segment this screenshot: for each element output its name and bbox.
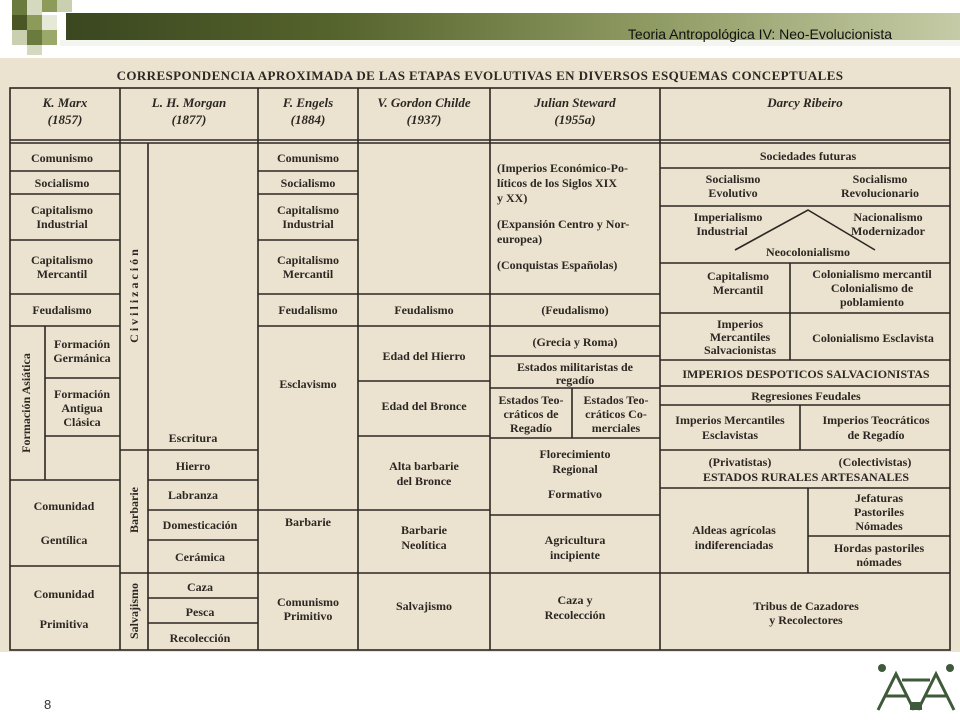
decor-square — [42, 15, 57, 30]
marx-cap-ind-1: Capitalismo — [30, 203, 94, 217]
marx-feudalismo: Feudalismo — [32, 303, 92, 317]
engels-cap-merc-2: Mercantil — [282, 267, 334, 281]
steward-teo-regadio-1: Estados Teo- — [498, 393, 564, 407]
marx-antigua-1: Formación — [54, 387, 110, 401]
engels-comunismo: Comunismo — [276, 151, 340, 165]
ribeiro-imp-merc-escl-2: Esclavistas — [701, 428, 759, 442]
ribeiro-soc-revol-2: Revolucionario — [841, 186, 919, 200]
steward-militaristas-2: regadío — [555, 373, 595, 387]
ribeiro-nacionalismo-1: Nacionalismo — [853, 210, 923, 224]
steward-teo-comerciales-3: merciales — [591, 421, 641, 435]
steward-florecimiento-2: Regional — [552, 462, 598, 476]
marx-primitiva-2: Primitiva — [39, 617, 89, 631]
ribeiro-col-merc-2: Colonialismo de — [830, 281, 914, 295]
engels-comunismo-primitivo-1: Comunismo — [276, 595, 340, 609]
steward-caza-1: Caza y — [557, 593, 593, 607]
header-childe-year: (1937) — [406, 112, 442, 127]
engels-comunismo-primitivo-2: Primitivo — [283, 609, 333, 623]
steward-imperios-1: (Imperios Económico-Po- — [497, 161, 628, 175]
childe-alta-2: del Bronce — [396, 474, 452, 488]
header-steward-year: (1955a) — [554, 112, 596, 127]
ribeiro-privatistas: (Privatistas) — [708, 455, 772, 469]
decor-square — [27, 15, 42, 30]
scanned-table-image — [0, 58, 960, 652]
ribeiro-hordas-2: nómades — [856, 555, 902, 569]
ribeiro-jefaturas-1: Jefaturas — [855, 491, 903, 505]
header-marx-year: (1857) — [47, 112, 83, 127]
ribeiro-col-merc-3: poblamiento — [839, 295, 905, 309]
engels-socialismo: Socialismo — [280, 176, 336, 190]
ribeiro-imp-teo-2: de Regadío — [847, 428, 905, 442]
morgan-recoleccion: Recolección — [169, 631, 231, 645]
header-morgan-year: (1877) — [171, 112, 207, 127]
ribeiro-imperialismo-2: Industrial — [696, 224, 748, 238]
marx-antigua-3: Clásica — [63, 415, 101, 429]
ribeiro-aldeas-2: indiferenciadas — [694, 538, 774, 552]
steward-imperios-3: y XX) — [497, 191, 528, 205]
ribeiro-neocolonialismo: Neocolonialismo — [766, 245, 850, 259]
ribeiro-imp-salv-1: Imperios — [717, 317, 763, 331]
engels-cap-ind-2: Industrial — [282, 217, 334, 231]
engels-esclavismo: Esclavismo — [279, 377, 337, 391]
decor-square — [12, 30, 27, 45]
decor-square — [57, 0, 72, 12]
childe-hierro: Edad del Hierro — [382, 349, 466, 363]
marx-asiatica: Formación Asiática — [19, 353, 33, 453]
steward-teo-comerciales-2: cráticos Co- — [585, 407, 647, 421]
morgan-escritura: Escritura — [168, 431, 218, 445]
ribeiro-soc-evol-1: Socialismo — [705, 172, 761, 186]
slide-title: Teoria Antropológica IV: Neo-Evolucionista — [627, 26, 892, 42]
decor-square — [27, 30, 42, 45]
steward-grecia: (Grecia y Roma) — [532, 335, 618, 349]
ribeiro-tribus-2: y Recolectores — [769, 613, 843, 627]
engels-cap-merc-1: Capitalismo — [276, 253, 340, 267]
header-childe-name: V. Gordon Childe — [377, 95, 471, 110]
ribeiro-nacionalismo-2: Modernizador — [851, 224, 925, 238]
header-engels-year: (1884) — [290, 112, 326, 127]
childe-alta-1: Alta barbarie — [389, 459, 459, 473]
childe-neolitica-1: Barbarie — [401, 523, 447, 537]
steward-expansion-2: europea) — [497, 232, 543, 246]
ribeiro-imp-merc-escl-1: Imperios Mercantiles — [675, 413, 785, 427]
comparison-table — [0, 58, 960, 652]
ribeiro-imp-salv-3: Salvacionistas — [703, 343, 777, 357]
ribeiro-jefaturas-2: Pastoriles — [854, 505, 904, 519]
ribeiro-col-escl: Colonialismo Esclavista — [812, 331, 934, 345]
ribeiro-imp-teo-1: Imperios Teocráticos — [822, 413, 930, 427]
marx-cap-merc-1: Capitalismo — [30, 253, 94, 267]
ribeiro-imp-salv-2: Mercantiles — [709, 330, 771, 344]
ribeiro-futuras: Sociedades futuras — [759, 149, 857, 163]
ribeiro-col-merc-1: Colonialismo mercantil — [812, 267, 932, 281]
steward-florecimiento-1: Florecimiento — [539, 447, 611, 461]
decor-square — [12, 15, 27, 30]
morgan-pesca: Pesca — [185, 605, 215, 619]
steward-expansion-1: (Expansión Centro y Nor- — [497, 217, 630, 231]
page-number: 8 — [44, 697, 52, 712]
header-steward-name: Julian Steward — [534, 95, 616, 110]
steward-militaristas-1: Estados militaristas de — [516, 360, 634, 374]
childe-feudalismo: Feudalismo — [394, 303, 454, 317]
decor-square — [27, 0, 42, 15]
marx-germanica-2: Germánica — [53, 351, 111, 365]
steward-agricultura-2: incipiente — [550, 548, 600, 562]
marx-comunismo: Comunismo — [30, 151, 94, 165]
marx-gentilica-2: Gentílica — [40, 533, 88, 547]
steward-agricultura-1: Agricultura — [544, 533, 606, 547]
decor-square — [42, 30, 57, 45]
steward-conquistas: (Conquistas Españolas) — [497, 258, 618, 272]
marx-primitiva-1: Comunidad — [33, 587, 95, 601]
steward-caza-2: Recolección — [544, 608, 606, 622]
steward-formativo: Formativo — [548, 487, 602, 501]
ribeiro-colectivistas: (Colectivistas) — [838, 455, 912, 469]
ribeiro-aldeas-1: Aldeas agrícolas — [692, 523, 776, 537]
marx-antigua-2: Antigua — [61, 401, 103, 415]
steward-teo-comerciales-1: Estados Teo- — [583, 393, 649, 407]
morgan-domesticacion: Domesticación — [162, 518, 238, 532]
steward-imperios-2: líticos de los Siglos XIX — [497, 176, 618, 190]
ribeiro-soc-evol-2: Evolutivo — [708, 186, 758, 200]
header-morgan-name: L. H. Morgan — [151, 95, 227, 110]
marx-cap-merc-2: Mercantil — [36, 267, 88, 281]
ribeiro-rurales: ESTADOS RURALES ARTESANALES — [702, 470, 910, 484]
childe-bronce: Edad del Bronce — [381, 399, 467, 413]
engels-barbarie: Barbarie — [285, 515, 331, 529]
ribeiro-despoticos: IMPERIOS DESPOTICOS SALVACIONISTAS — [682, 367, 930, 381]
steward-teo-regadio-2: cráticos de — [503, 407, 559, 421]
ribeiro-tribus-1: Tribus de Cazadores — [753, 599, 859, 613]
ribeiro-imperialismo-1: Imperialismo — [693, 210, 763, 224]
ribeiro-hordas-1: Hordas pastoriles — [833, 541, 925, 555]
header-ribeiro-name: Darcy Ribeiro — [767, 95, 843, 110]
morgan-civilizacion: C i v i l i z a c i ó n — [127, 249, 141, 343]
childe-salvajismo: Salvajismo — [395, 599, 453, 613]
decor-square — [42, 0, 57, 12]
morgan-hierro: Hierro — [175, 459, 211, 473]
header-marx-name: K. Marx — [42, 95, 88, 110]
marx-germanica-1: Formación — [54, 337, 110, 351]
decor-square — [12, 0, 27, 15]
morgan-salvajismo: Salvajismo — [127, 582, 141, 640]
morgan-ceramica: Cerámica — [175, 550, 225, 564]
steward-feudalismo: (Feudalismo) — [541, 303, 609, 317]
morgan-barbarie: Barbarie — [127, 487, 141, 533]
ribeiro-jefaturas-3: Nómades — [855, 519, 903, 533]
marx-gentilica-1: Comunidad — [33, 499, 95, 513]
ribeiro-cap-merc-2: Mercantil — [712, 283, 764, 297]
steward-teo-regadio-3: Regadío — [510, 421, 552, 435]
header-engels-name: F. Engels — [282, 95, 334, 110]
engels-cap-ind-1: Capitalismo — [276, 203, 340, 217]
morgan-labranza: Labranza — [167, 488, 219, 502]
marx-cap-ind-2: Industrial — [36, 217, 88, 231]
morgan-caza: Caza — [187, 580, 213, 594]
ribeiro-regresiones: Regresiones Feudales — [751, 389, 861, 403]
ribeiro-cap-merc-1: Capitalismo — [706, 269, 770, 283]
marx-socialismo: Socialismo — [34, 176, 90, 190]
decor-square — [27, 45, 42, 55]
ribeiro-soc-revol-1: Socialismo — [852, 172, 908, 186]
childe-neolitica-2: Neolítica — [401, 538, 447, 552]
engels-feudalismo: Feudalismo — [278, 303, 338, 317]
institution-logo-icon — [872, 660, 960, 716]
table-caption: CORRESPONDENCIA APROXIMADA DE LAS ETAPAS EVOLUTIVAS EN DIVERSOS ESQUEMAS CONCEPTUALES — [116, 68, 844, 83]
